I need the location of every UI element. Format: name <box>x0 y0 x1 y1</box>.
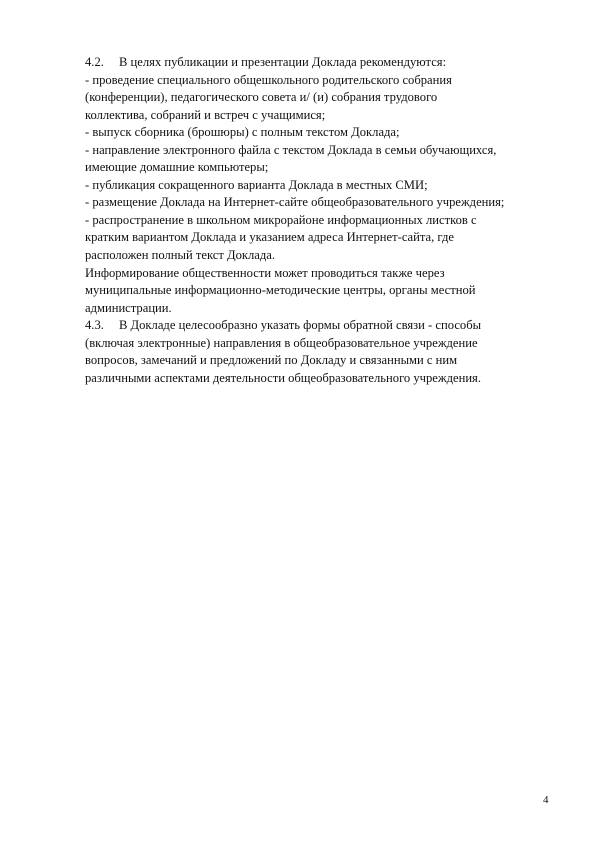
paragraph-line: муниципальные информационно-методические центры, органы местной <box>85 283 476 298</box>
section-4-3-heading-line <box>85 317 555 335</box>
paragraph-line: расположен полный текст Доклада. <box>85 248 276 263</box>
section-number: 4.3. <box>85 318 104 333</box>
paragraph-line: (конференции), педагогического совета и/ (и) собрания трудового <box>85 90 438 105</box>
paragraph-line: - выпуск сборника (брошюры) с полным текстом Доклада; <box>85 125 400 140</box>
paragraph-line: - проведение специального общешкольного родительского собрания <box>85 72 452 87</box>
paragraph-line: имеющие домашние компьютеры; <box>85 160 269 175</box>
section-4-2-heading-line <box>85 54 555 72</box>
paragraph-line: - размещение Доклада на Интернет-сайте общеобразовательного учреждения; <box>85 195 505 210</box>
paragraph-line: кратким вариантом Доклада и указанием адреса Интернет-сайта, где <box>85 230 454 245</box>
paragraph-line: - распространение в школьном микрорайоне информационных листков с <box>85 212 477 227</box>
document-body <box>85 54 555 387</box>
section-intro-text: В Докладе целесообразно указать формы обратной связи - способы <box>119 318 482 333</box>
paragraph-line: различными аспектами деятельности общеобразовательного учреждения. <box>85 370 482 385</box>
section-intro-text: В целях публикации и презентации Доклада рекомендуются: <box>119 55 447 69</box>
paragraph-line: вопросов, замечаний и предложений по Докладу и связанными с ним <box>85 353 458 368</box>
section-number: 4.2. <box>85 55 104 69</box>
paragraph-line: коллектива, собраний и встреч с учащимися; <box>85 107 326 122</box>
paragraph-line: - направление электронного файла с текстом Доклада в семьи обучающихся, <box>85 142 497 157</box>
paragraph-line: (включая электронные) направления в общеобразовательное учреждение <box>85 335 478 350</box>
page-number: 4 <box>543 794 549 806</box>
paragraph-line: администрации. <box>85 300 172 315</box>
paragraph-line: - публикация сокращенного варианта Доклада в местных СМИ; <box>85 177 428 192</box>
paragraph-line: Информирование общественности может проводиться также через <box>85 265 445 280</box>
